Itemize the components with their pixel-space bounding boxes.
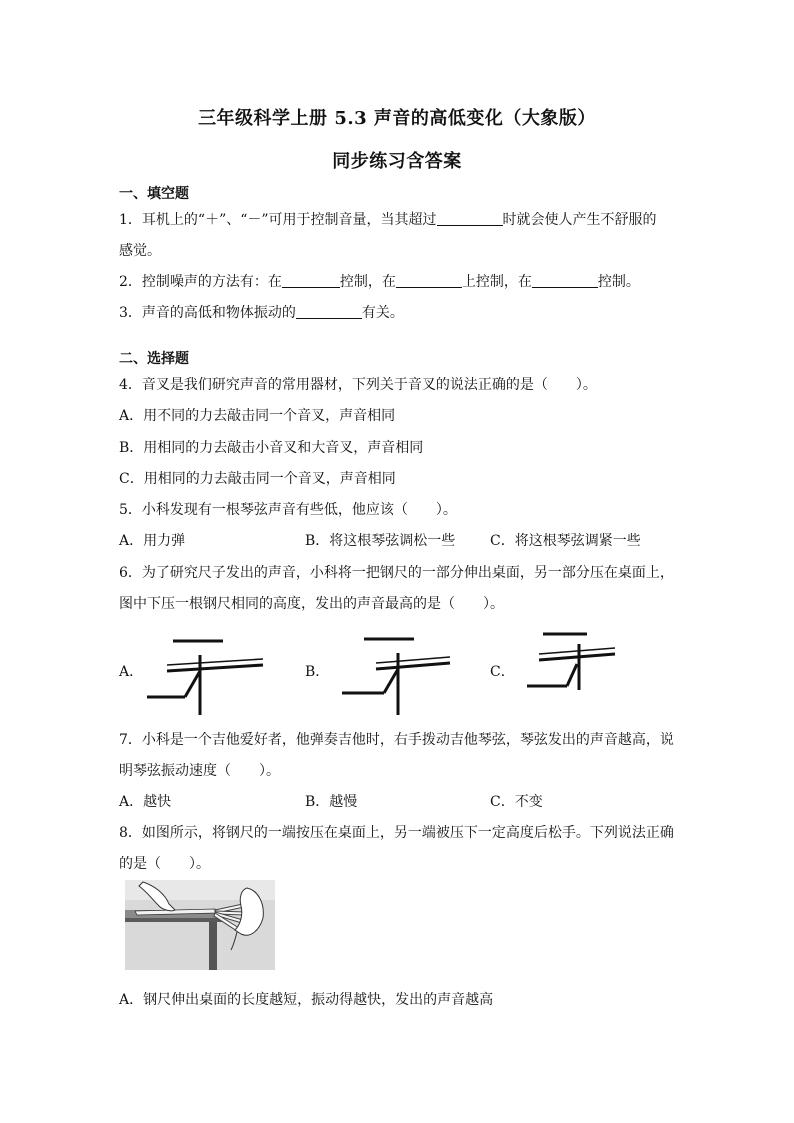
q4-option-b[interactable]: B．用相同的力去敲击小音叉和大音叉，声音相同 <box>119 440 424 456</box>
q1-text-a: 1．耳机上的“＋”、“－”可用于控制音量，当其超过 <box>119 212 437 228</box>
q2-blank-1[interactable] <box>282 273 340 288</box>
ruler-figure-a <box>145 635 270 717</box>
document-title: 三年级科学上册 5.3 声音的高低变化（大象版） <box>198 108 596 129</box>
question-1 <box>119 209 657 229</box>
question-2 <box>119 271 640 291</box>
q2-blank-2[interactable] <box>396 273 462 288</box>
ruler-figure-c <box>525 630 620 692</box>
q4-option-a[interactable]: A．用不同的力去敲击同一个音叉，声音相同 <box>119 408 396 424</box>
q2-text-d: 控制。 <box>597 274 640 290</box>
question-6-stem-1: 6．为了研究尺子发出的声音，小科将一把钢尺的一部分伸出桌面，另一部分压在桌面上， <box>119 565 674 581</box>
q2-text-a2: 2．控制噪声的方法有：在 <box>119 274 282 290</box>
question-5-stem: 5．小科发现有一根琴弦声音有些低，他应该（ ）。 <box>119 502 457 518</box>
q2-text-b: 控制，在 <box>339 274 396 290</box>
q1-text-c: 感觉。 <box>119 243 161 259</box>
document-subtitle: 同步练习含答案 <box>332 151 462 172</box>
q2-blank-3[interactable] <box>532 273 598 288</box>
question-7-stem-2: 明琴弦振动速度（ ）。 <box>119 763 280 779</box>
q6-option-c[interactable]: C． <box>490 664 515 680</box>
question-4-stem: 4．音叉是我们研究声音的常用器材，下列关于音叉的说法正确的是（ ）。 <box>119 377 597 393</box>
q5-option-b[interactable]: B．将这根琴弦调松一些 <box>305 533 456 549</box>
q5-option-a[interactable]: A．用力弹 <box>119 533 186 549</box>
ruler-figure-b <box>340 635 465 717</box>
question-8-stem-2: 的是（ ）。 <box>119 856 210 872</box>
q3-blank[interactable] <box>296 304 362 319</box>
question-7-stem-1: 7．小科是一个吉他爱好者，他弹奏吉他时，右手拨动吉他琴弦，琴弦发出的声音越高，说 <box>119 732 674 748</box>
q4-option-c[interactable]: C．用相同的力去敲击同一个音叉，声音相同 <box>119 471 396 487</box>
section-heading-choice: 二、选择题 <box>119 351 189 367</box>
question-8-stem-1: 8．如图所示，将钢尺的一端按压在桌面上，另一端被压下一定高度后松手。下列说法正确 <box>119 825 674 841</box>
q7-option-a[interactable]: A．越快 <box>119 794 172 810</box>
question-6-stem-2: 图中下压一根钢尺相同的高度，发出的声音最高的是（ ）。 <box>119 596 504 612</box>
q6-option-a[interactable]: A． <box>119 664 144 680</box>
q7-option-c[interactable]: C．不变 <box>490 794 543 810</box>
q5-option-c[interactable]: C．将这根琴弦调紧一些 <box>490 533 641 549</box>
q6-option-b[interactable]: B． <box>305 664 330 680</box>
q2-text-c: 上控制，在 <box>461 274 532 290</box>
q1-blank[interactable] <box>437 211 503 226</box>
question-3 <box>119 302 404 322</box>
q8-option-a[interactable]: A．钢尺伸出桌面的长度越短，振动得越快，发出的声音越高 <box>119 992 494 1008</box>
section-heading-fill-blank: 一、填空题 <box>119 186 189 202</box>
q3-text-b: 有关。 <box>361 305 404 321</box>
ruler-vibration-photo <box>125 880 275 970</box>
q3-text-a: 3．声音的高低和物体振动的 <box>119 305 296 321</box>
q7-option-b[interactable]: B．越慢 <box>305 794 358 810</box>
q1-text-b: 时就会使人产生不舒服的 <box>502 212 657 228</box>
